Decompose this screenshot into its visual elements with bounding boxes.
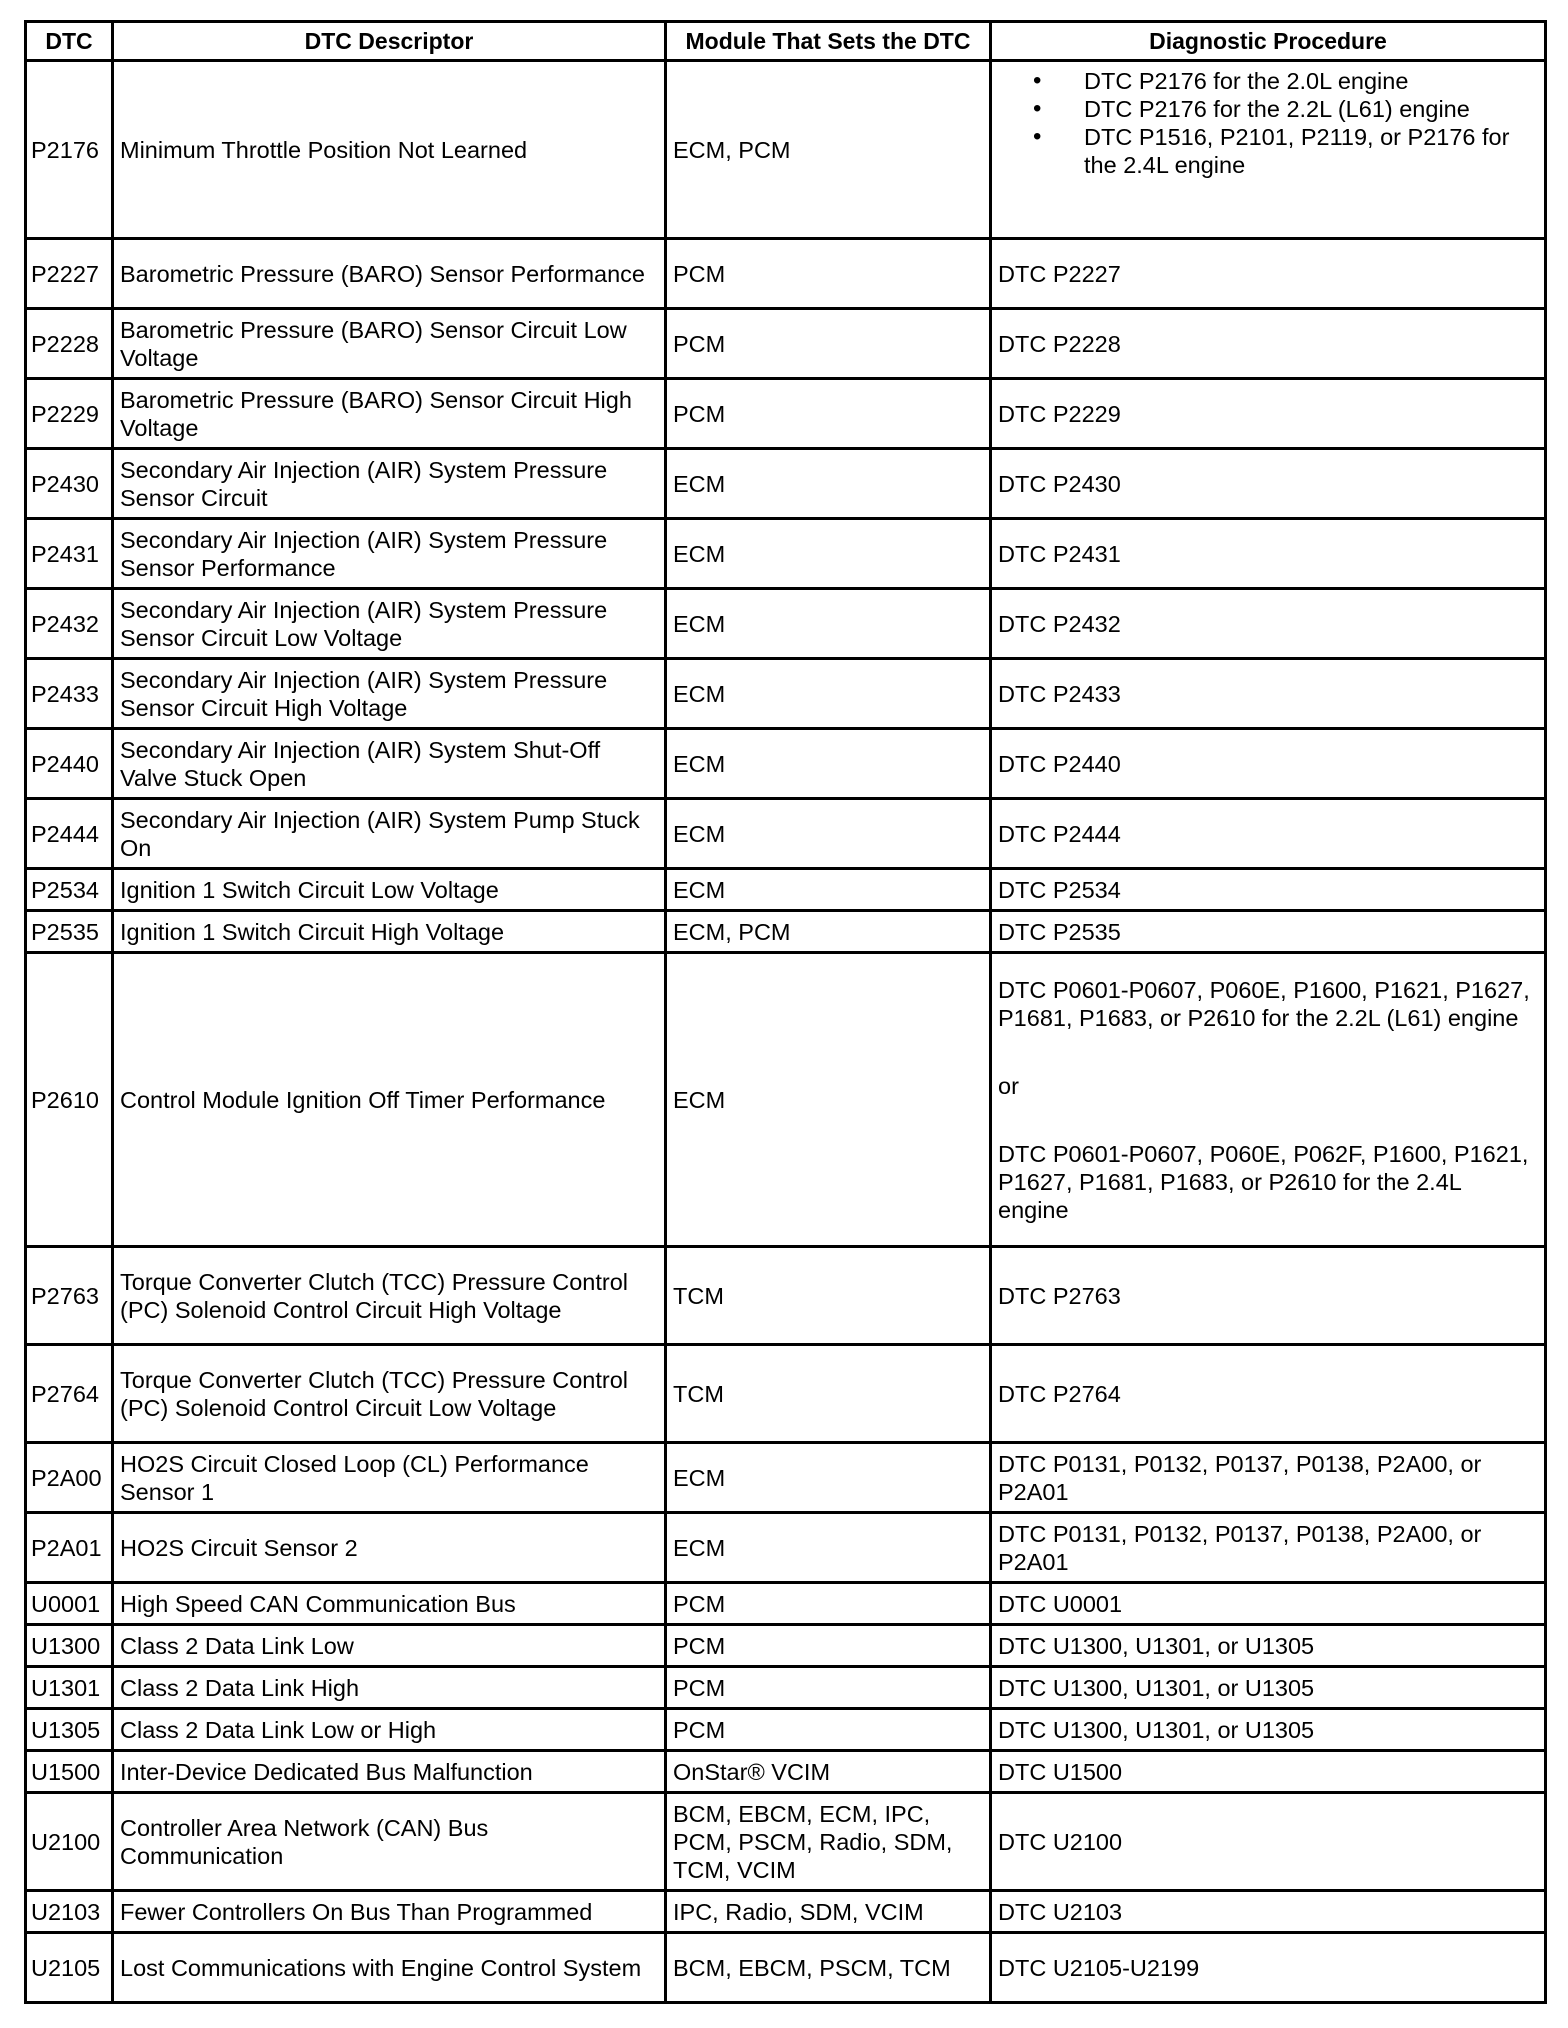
dtc-descriptor: Class 2 Data Link High (113, 1667, 666, 1709)
dtc-code: P2176 (26, 61, 113, 239)
table-row (26, 1583, 1546, 1625)
dtc-module: ECM, PCM (666, 911, 991, 953)
dtc-procedure: DTC P2764 (991, 1345, 1546, 1443)
document-page (24, 20, 1544, 2004)
dtc-code: U2105 (26, 1933, 113, 2003)
procedure-bullet-list (998, 67, 1538, 179)
table-header-row (26, 22, 1546, 61)
dtc-module: OnStar® VCIM (666, 1751, 991, 1793)
dtc-procedure: DTC P0131, P0132, P0137, P0138, P2A00, or P2A01 (991, 1513, 1546, 1583)
dtc-procedure: DTC U1500 (991, 1751, 1546, 1793)
dtc-procedure: DTC P2535 (991, 911, 1546, 953)
table-row (26, 729, 1546, 799)
dtc-procedure: DTC P2444 (991, 799, 1546, 869)
dtc-descriptor: Secondary Air Injection (AIR) System Pressure Sensor Performance (113, 519, 666, 589)
dtc-module: ECM (666, 659, 991, 729)
dtc-procedure: DTC U1300, U1301, or U1305 (991, 1667, 1546, 1709)
dtc-descriptor: Torque Converter Clutch (TCC) Pressure Control (PC) Solenoid Control Circuit Low Voltage (113, 1345, 666, 1443)
dtc-procedure: DTC P2432 (991, 589, 1546, 659)
dtc-code: P2433 (26, 659, 113, 729)
dtc-procedure: DTC P2229 (991, 379, 1546, 449)
dtc-descriptor: Inter-Device Dedicated Bus Malfunction (113, 1751, 666, 1793)
list-item: • DTC P1516, P2101, P2119, or P2176 for the 2.4L engine (1084, 123, 1538, 179)
table-row (26, 911, 1546, 953)
procedure-text: DTC P0601-P0607, P060E, P062F, P1600, P1621, P1627, P1681, P1683, or P2610 for the 2.4L engine (998, 1140, 1529, 1223)
dtc-procedure: DTC P2433 (991, 659, 1546, 729)
dtc-descriptor: Class 2 Data Link Low or High (113, 1709, 666, 1751)
dtc-descriptor: Control Module Ignition Off Timer Performance (113, 953, 666, 1247)
dtc-module: BCM, EBCM, PSCM, TCM (666, 1933, 991, 2003)
dtc-code: U2103 (26, 1891, 113, 1933)
dtc-table (24, 20, 1547, 2004)
dtc-descriptor: Lost Communications with Engine Control System (113, 1933, 666, 2003)
dtc-descriptor: Class 2 Data Link Low (113, 1625, 666, 1667)
table-row (26, 1345, 1546, 1443)
table-row (26, 1513, 1546, 1583)
table-row (26, 869, 1546, 911)
procedure-text: DTC P0601-P0607, P060E, P1600, P1621, P1627, P1681, P1683, or P2610 for the 2.2L (L61) engine (998, 976, 1530, 1031)
dtc-procedure: DTC U2105-U2199 (991, 1933, 1546, 2003)
table-row (26, 659, 1546, 729)
dtc-code: U1500 (26, 1751, 113, 1793)
dtc-code: P2535 (26, 911, 113, 953)
dtc-module: ECM (666, 519, 991, 589)
dtc-module: ECM (666, 1443, 991, 1513)
dtc-code: U1300 (26, 1625, 113, 1667)
dtc-module: PCM (666, 309, 991, 379)
dtc-module: TCM (666, 1345, 991, 1443)
dtc-procedure: DTC P0131, P0132, P0137, P0138, P2A00, or P2A01 (991, 1443, 1546, 1513)
dtc-code: U2100 (26, 1793, 113, 1891)
dtc-procedure: DTC U1300, U1301, or U1305 (991, 1709, 1546, 1751)
dtc-code: P2534 (26, 869, 113, 911)
table-row (26, 1625, 1546, 1667)
table-row (26, 799, 1546, 869)
dtc-code: P2764 (26, 1345, 113, 1443)
dtc-code: P2763 (26, 1247, 113, 1345)
dtc-descriptor: Secondary Air Injection (AIR) System Shut-Off Valve Stuck Open (113, 729, 666, 799)
dtc-code: P2229 (26, 379, 113, 449)
dtc-module: ECM (666, 953, 991, 1247)
dtc-descriptor: Fewer Controllers On Bus Than Programmed (113, 1891, 666, 1933)
dtc-descriptor: HO2S Circuit Closed Loop (CL) Performance Sensor 1 (113, 1443, 666, 1513)
dtc-descriptor: Torque Converter Clutch (TCC) Pressure Control (PC) Solenoid Control Circuit High Voltage (113, 1247, 666, 1345)
dtc-module: ECM (666, 589, 991, 659)
dtc-code: P2227 (26, 239, 113, 309)
dtc-code: P2610 (26, 953, 113, 1247)
list-item: • DTC P2176 for the 2.0L engine (1084, 67, 1538, 95)
table-row (26, 519, 1546, 589)
dtc-procedure: DTC P2431 (991, 519, 1546, 589)
table-row (26, 1709, 1546, 1751)
dtc-module: ECM (666, 449, 991, 519)
dtc-code: U1301 (26, 1667, 113, 1709)
dtc-module: PCM (666, 379, 991, 449)
table-row (26, 309, 1546, 379)
dtc-procedure (991, 953, 1546, 1247)
header-descriptor: DTC Descriptor (113, 22, 666, 61)
table-row (26, 953, 1546, 1247)
table-row (26, 1933, 1546, 2003)
dtc-code: P2440 (26, 729, 113, 799)
dtc-procedure: DTC P2440 (991, 729, 1546, 799)
dtc-code: P2430 (26, 449, 113, 519)
dtc-module: ECM (666, 729, 991, 799)
dtc-code: P2432 (26, 589, 113, 659)
dtc-code: P2228 (26, 309, 113, 379)
table-row (26, 1891, 1546, 1933)
dtc-procedure: DTC P2228 (991, 309, 1546, 379)
dtc-procedure: DTC U1300, U1301, or U1305 (991, 1625, 1546, 1667)
header-module: Module That Sets the DTC (666, 22, 991, 61)
dtc-procedure: DTC P2534 (991, 869, 1546, 911)
dtc-descriptor: Ignition 1 Switch Circuit High Voltage (113, 911, 666, 953)
table-row (26, 449, 1546, 519)
dtc-module: IPC, Radio, SDM, VCIM (666, 1891, 991, 1933)
dtc-procedure: DTC U2100 (991, 1793, 1546, 1891)
dtc-code: P2A00 (26, 1443, 113, 1513)
dtc-descriptor: Barometric Pressure (BARO) Sensor Circuit Low Voltage (113, 309, 666, 379)
table-row (26, 61, 1546, 239)
dtc-procedure: DTC P2763 (991, 1247, 1546, 1345)
dtc-descriptor: Secondary Air Injection (AIR) System Pump Stuck On (113, 799, 666, 869)
header-dtc: DTC (26, 22, 113, 61)
table-row (26, 1247, 1546, 1345)
dtc-module: PCM (666, 1709, 991, 1751)
dtc-descriptor: Barometric Pressure (BARO) Sensor Performance (113, 239, 666, 309)
dtc-procedure (991, 61, 1546, 239)
table-row (26, 1793, 1546, 1891)
list-item: • DTC P2176 for the 2.2L (L61) engine (1084, 95, 1538, 123)
dtc-module: ECM (666, 1513, 991, 1583)
table-row (26, 1667, 1546, 1709)
dtc-module: PCM (666, 1583, 991, 1625)
dtc-module: PCM (666, 1667, 991, 1709)
dtc-procedure: DTC U2103 (991, 1891, 1546, 1933)
dtc-descriptor: Ignition 1 Switch Circuit Low Voltage (113, 869, 666, 911)
dtc-module: PCM (666, 239, 991, 309)
dtc-descriptor: Secondary Air Injection (AIR) System Pressure Sensor Circuit High Voltage (113, 659, 666, 729)
dtc-code: U0001 (26, 1583, 113, 1625)
table-row (26, 589, 1546, 659)
dtc-descriptor: Secondary Air Injection (AIR) System Pressure Sensor Circuit Low Voltage (113, 589, 666, 659)
dtc-procedure: DTC P2227 (991, 239, 1546, 309)
dtc-module: ECM (666, 799, 991, 869)
dtc-code: P2444 (26, 799, 113, 869)
dtc-descriptor: Controller Area Network (CAN) Bus Communication (113, 1793, 666, 1891)
dtc-code: P2A01 (26, 1513, 113, 1583)
dtc-module: TCM (666, 1247, 991, 1345)
dtc-descriptor: Barometric Pressure (BARO) Sensor Circuit High Voltage (113, 379, 666, 449)
dtc-module: ECM (666, 869, 991, 911)
table-row (26, 1751, 1546, 1793)
dtc-descriptor: HO2S Circuit Sensor 2 (113, 1513, 666, 1583)
dtc-procedure: DTC U0001 (991, 1583, 1546, 1625)
table-row (26, 1443, 1546, 1513)
dtc-code: P2431 (26, 519, 113, 589)
dtc-code: U1305 (26, 1709, 113, 1751)
dtc-descriptor: Minimum Throttle Position Not Learned (113, 61, 666, 239)
procedure-text: or (998, 1072, 1019, 1099)
dtc-module: BCM, EBCM, ECM, IPC, PCM, PSCM, Radio, SDM, TCM, VCIM (666, 1793, 991, 1891)
dtc-procedure: DTC P2430 (991, 449, 1546, 519)
dtc-descriptor: High Speed CAN Communication Bus (113, 1583, 666, 1625)
table-row (26, 379, 1546, 449)
header-procedure: Diagnostic Procedure (991, 22, 1546, 61)
dtc-module: ECM, PCM (666, 61, 991, 239)
dtc-descriptor: Secondary Air Injection (AIR) System Pressure Sensor Circuit (113, 449, 666, 519)
table-row (26, 239, 1546, 309)
dtc-module: PCM (666, 1625, 991, 1667)
